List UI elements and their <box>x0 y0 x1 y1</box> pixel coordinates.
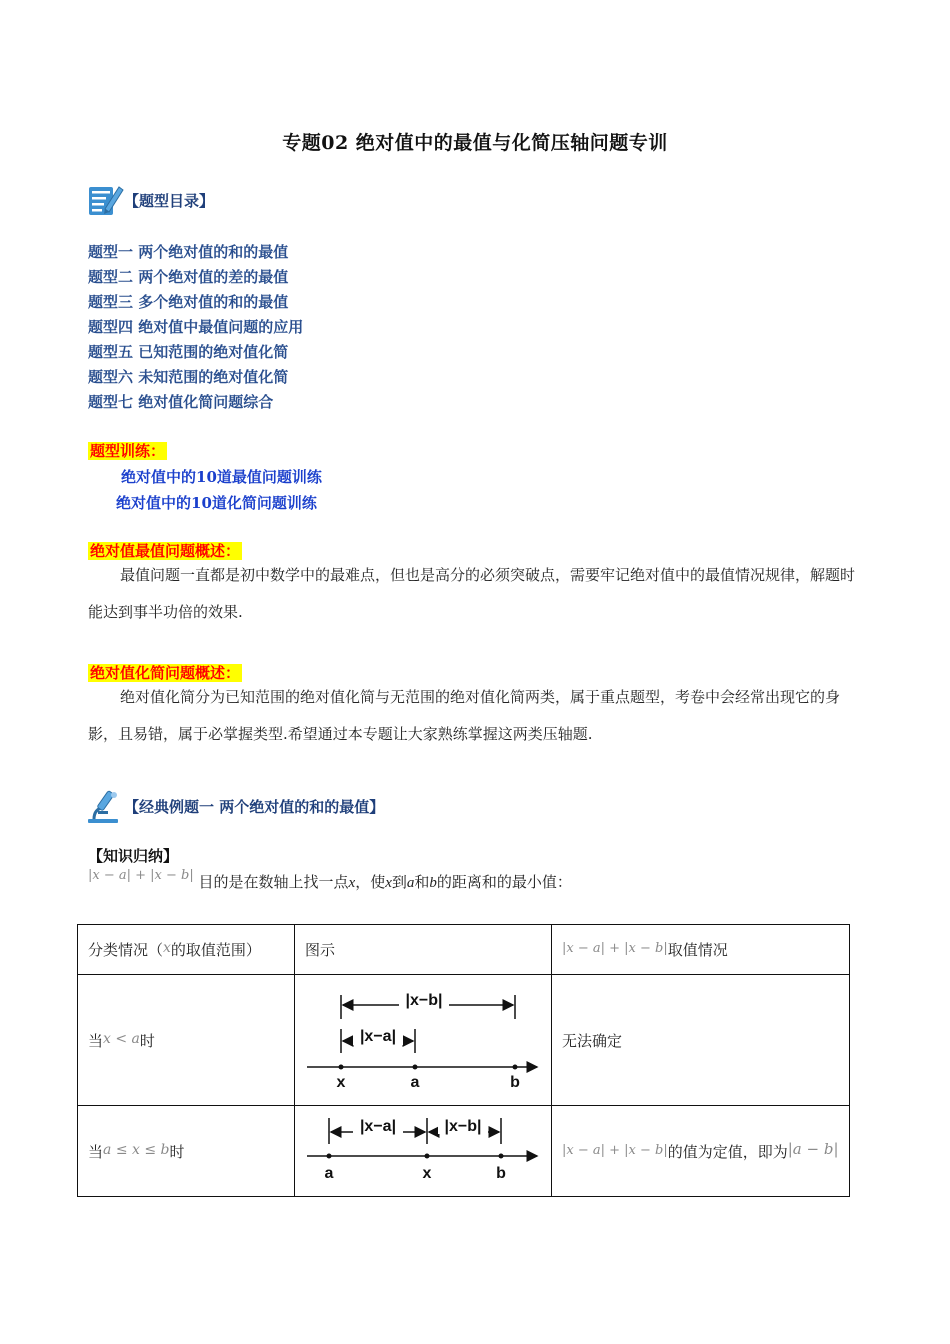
header-cell-condition <box>78 925 295 975</box>
example-header-row <box>86 786 384 826</box>
overview-max-label: 绝对值最值问题概述： <box>90 542 241 560</box>
point-label-a: a <box>410 1074 420 1091</box>
header-text: 取值情况 <box>667 941 728 959</box>
toc-header-row <box>86 180 214 220</box>
var-x: x <box>385 875 392 891</box>
result-cell: 无法确定 <box>552 975 850 1106</box>
var-b: b <box>429 875 437 891</box>
point-label-a: a <box>324 1165 334 1182</box>
number-line-diagram-2 <box>295 1106 551 1196</box>
classification-table <box>77 924 850 1197</box>
toc-item[interactable]: 题型一 两个绝对值的和的最值 <box>88 243 289 261</box>
toc-item[interactable]: 题型二 两个绝对值的差的最值 <box>88 268 289 286</box>
result-value: |a − b| <box>787 1140 839 1158</box>
condition-cell <box>78 975 295 1106</box>
overview-simplify-label: 绝对值化简问题概述： <box>90 664 241 682</box>
overview-simplify-text: 绝对值化简分为已知范围的绝对值化简与无范围的绝对值化简两类，属于重点题型，考卷中会经常出现它的身影，且易错，属于必掌握类型.希望通过本专题让大家熟练掌握这两类压轴题. <box>88 688 841 743</box>
point-label-b: b <box>496 1165 506 1182</box>
var-a: a <box>406 875 415 891</box>
label-x-minus-b: |x−b| <box>405 992 443 1009</box>
example-header: 【经典例题一 两个绝对值的和的最值】 <box>124 797 385 816</box>
toc-header: 【题型目录】 <box>124 191 215 210</box>
label-x-minus-b: |x−b| <box>444 1118 482 1135</box>
header-text: 的取值范围） <box>170 941 261 959</box>
training-link-max[interactable]: 绝对值中的10道最值问题训练 <box>121 468 322 486</box>
table-row <box>78 975 850 1106</box>
expr: |x − a| + |x − b| <box>562 941 668 956</box>
var-x: x <box>163 940 171 956</box>
result-text: 的值为定值，即为 <box>667 1143 788 1161</box>
cond-text: 时 <box>169 1142 185 1161</box>
point-b <box>499 1154 504 1159</box>
cond-text: 时 <box>139 1031 155 1050</box>
toc-item[interactable]: 题型四 绝对值中最值问题的应用 <box>88 318 304 336</box>
point-label-b: b <box>510 1074 520 1091</box>
diagram-cell <box>295 975 552 1106</box>
toc-item[interactable]: 题型五 已知范围的绝对值化简 <box>88 343 289 361</box>
knowledge-text: ，使 <box>355 873 386 891</box>
table-row <box>78 1106 850 1197</box>
point-b <box>513 1065 518 1070</box>
knowledge-text: 和 <box>414 873 430 891</box>
cond-text: 当 <box>88 1142 104 1161</box>
toc-item[interactable]: 题型七 绝对值化简问题综合 <box>88 393 274 411</box>
cond-text: 当 <box>88 1031 104 1050</box>
header-text: 分类情况（ <box>88 941 164 959</box>
toc-item[interactable]: 题型三 多个绝对值的和的最值 <box>88 293 289 311</box>
point-x <box>425 1154 430 1159</box>
diagram-cell <box>295 1106 552 1197</box>
cond-math: x < a <box>103 1030 140 1047</box>
notepad-pencil-icon <box>86 181 124 219</box>
microscope-icon <box>86 787 124 825</box>
point-x <box>339 1065 344 1070</box>
knowledge-text: 到 <box>391 873 407 891</box>
point-a <box>413 1065 418 1070</box>
header-cell-value <box>552 925 850 975</box>
training-link-simplify[interactable]: 绝对值中的10道化简问题训练 <box>116 494 317 512</box>
toc-item[interactable]: 题型六 未知范围的绝对值化简 <box>88 368 289 386</box>
point-label-x: x <box>336 1074 346 1091</box>
condition-cell <box>78 1106 295 1197</box>
number-line-diagram-1 <box>295 975 551 1105</box>
knowledge-header: 【知识归纳】 <box>88 847 179 865</box>
knowledge-line <box>88 868 572 892</box>
page-title: 专题02 绝对值中的最值与化简压轴问题专训 <box>282 132 668 154</box>
knowledge-expr: |x − a| + |x − b| <box>88 868 194 883</box>
point-a <box>327 1154 332 1159</box>
knowledge-text: 目的是在数轴上找一点 <box>198 873 349 891</box>
header-cell-diagram: 图示 <box>295 925 552 975</box>
label-x-minus-a: |x−a| <box>359 1028 397 1045</box>
expr: |x − a| + |x − b| <box>562 1143 668 1158</box>
overview-max-text: 最值问题一直都是初中数学中的最难点，但也是高分的必须突破点，需要牢记绝对值中的最值情况规律，解题时能达到事半功倍的效果. <box>88 566 856 621</box>
point-label-x: x <box>422 1165 432 1182</box>
knowledge-text: 的距离和的最小值： <box>436 873 572 891</box>
training-label: 题型训练： <box>90 442 166 460</box>
var-x: x <box>348 875 356 891</box>
label-x-minus-a: |x−a| <box>359 1118 397 1135</box>
result-cell <box>552 1106 850 1197</box>
cond-math: a ≤ x ≤ b <box>103 1141 170 1158</box>
table-header-row <box>78 925 850 975</box>
